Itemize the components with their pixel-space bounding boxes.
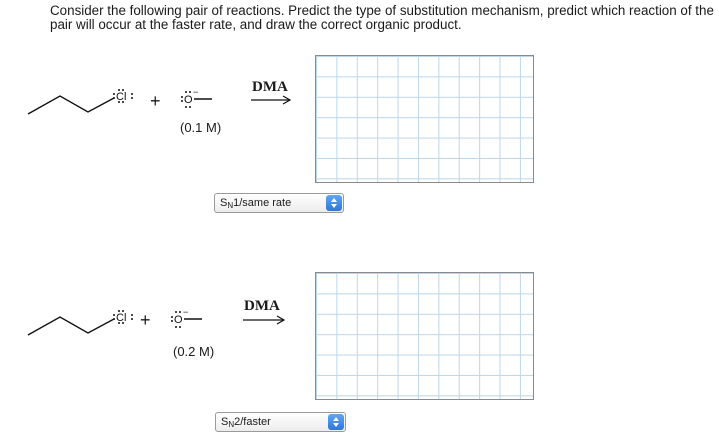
negative-charge: − — [193, 87, 199, 97]
reaction-arrow-2 — [242, 315, 286, 325]
carbon-chain — [28, 317, 114, 335]
stepper-arrows-icon[interactable] — [328, 414, 344, 430]
reaction-arrow-1 — [250, 95, 292, 105]
chlorine-atom-label: Cl — [116, 312, 127, 324]
question-text: Consider the following pair of reactions. Predict the type of substitution mechanism, predict which reaction of the pair will occur at the faster rate, and draw the correct organic product. — [50, 3, 714, 32]
oxygen-atom-label: O — [174, 314, 183, 326]
carbon-chain — [28, 96, 114, 114]
mechanism-select-1[interactable] — [214, 193, 344, 213]
oxygen-atom-label: O — [184, 94, 193, 106]
chlorine-atom-label: Cl — [116, 91, 127, 103]
negative-charge: − — [183, 307, 189, 317]
mechanism-select-1-value: $S_N1$/same rate — [220, 197, 292, 210]
product-drawing-canvas-1[interactable] — [315, 55, 534, 183]
methoxide-molecule-2 — [166, 308, 206, 332]
concentration-label-1: (0.1 M) — [180, 120, 222, 135]
alkyl-chloride-molecule-2 — [20, 303, 140, 343]
solvent-label-1: DMA — [252, 79, 288, 95]
product-drawing-canvas-2[interactable] — [315, 272, 534, 400]
alkyl-chloride-molecule-1 — [20, 82, 140, 122]
plus-sign-2: + — [140, 310, 151, 330]
methoxide-molecule-1 — [176, 88, 216, 112]
mechanism-select-2[interactable] — [215, 412, 346, 432]
solvent-label-2: DMA — [244, 298, 280, 314]
mechanism-select-2-value: $S_N2$/faster — [221, 416, 271, 429]
plus-sign-1: + — [150, 91, 161, 111]
stepper-arrows-icon[interactable] — [326, 195, 342, 211]
concentration-label-2: (0.2 M) — [173, 344, 215, 359]
